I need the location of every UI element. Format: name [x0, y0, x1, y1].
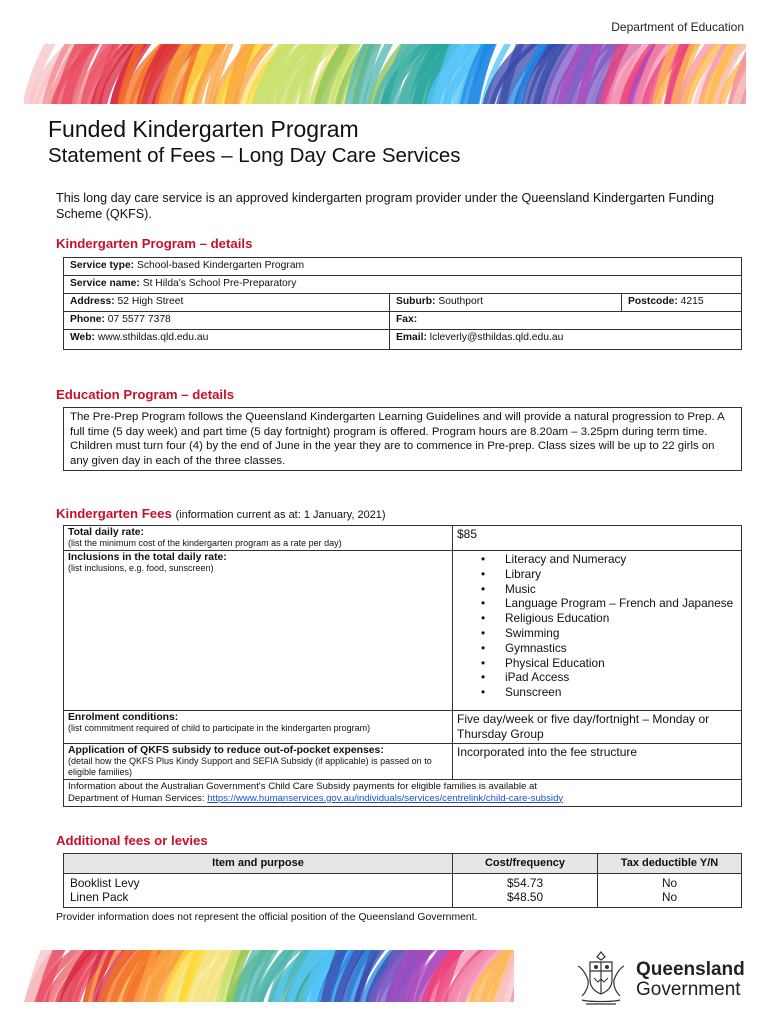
item-cell — [64, 874, 453, 908]
col-cost-header: Cost/frequency — [453, 854, 598, 874]
inclusion-item: • Literacy and Numeracy — [481, 552, 737, 567]
logo-queensland: Queensland — [636, 959, 745, 980]
suburb-label: Suburb: — [396, 296, 436, 307]
ccs-info-link[interactable]: https://www.humanservices.gov.au/individuals/services/centrelink/child-care-subsidy — [207, 792, 564, 804]
subsidy-value: Incorporated into the fee structure — [453, 743, 742, 779]
col-tax-header: Tax deductible Y/N — [598, 854, 742, 874]
inclusion-item: • Religious Education — [481, 611, 737, 626]
inclusion-item: • Swimming — [481, 626, 737, 641]
subsidy-hint: (detail how the QKFS Plus Kindy Support and SEFIA Subsidy (if applicable) is passed on to eligible families) — [68, 755, 432, 777]
kindergarten-details-table — [63, 257, 742, 350]
address-cell — [64, 294, 390, 312]
enrolment-label: Enrolment conditions: — [68, 712, 179, 723]
coat-of-arms-icon — [572, 948, 630, 1008]
footer-rainbow-graphic — [24, 950, 514, 1002]
subsidy-label: Application of QKFS subsidy to reduce out-of-pocket expenses: — [68, 744, 384, 756]
inclusions-cell — [453, 551, 742, 711]
col-item-header: Item and purpose — [64, 854, 453, 874]
postcode-label: Postcode: — [628, 296, 678, 307]
tax-cell — [598, 874, 742, 908]
intro-paragraph: This long day care service is an approved kindergarten program provider under the Queensland Kindergarten Funding Scheme (QKFS). — [56, 191, 715, 221]
suburb-value: Southport — [438, 296, 483, 307]
inclusions-label: Inclusions in the total daily rate: — [68, 552, 227, 563]
fees-table — [63, 525, 742, 807]
service-name-cell — [64, 276, 742, 294]
service-type-cell — [64, 258, 742, 276]
department-label: Department of Education — [611, 20, 744, 34]
suburb-cell — [390, 294, 622, 312]
phone-cell — [64, 312, 390, 330]
education-details-table — [63, 407, 742, 471]
fax-label: Fax: — [396, 314, 418, 325]
inclusion-item: • Physical Education — [481, 656, 737, 671]
email-value: lcleverly@sthildas.qld.edu.au — [429, 332, 564, 343]
inclusion-item: • Language Program – French and Japanese — [481, 596, 737, 611]
cost-row-2: $48.50 — [506, 889, 544, 904]
subsidy-label-cell — [64, 743, 453, 779]
address-value: 52 High Street — [117, 296, 184, 307]
logo-government: Government — [636, 979, 741, 1000]
education-details-heading: Education Program – details — [56, 387, 235, 402]
daily-rate-value: $85 — [453, 526, 742, 551]
ccs-info-prefix: Department of Human Services: — [68, 792, 205, 804]
fees-heading-note: (information current as at: 1 January, 2021) — [175, 509, 386, 521]
daily-rate-label-cell — [64, 526, 453, 551]
service-type-value: School-based Kindergarten Program — [136, 260, 305, 271]
service-name-value: St Hilda's School Pre-Preparatory — [142, 278, 297, 289]
inclusions-label-cell — [64, 551, 453, 711]
cost-row-1: $54.73 — [506, 876, 544, 890]
ccs-info-line2 — [68, 793, 737, 805]
email-label: Email: — [396, 332, 427, 343]
inclusion-item: • Music — [481, 582, 737, 597]
inclusion-item: • Gymnastics — [481, 641, 737, 656]
address-label: Address: — [70, 296, 115, 307]
fees-heading-text: Kindergarten Fees — [56, 506, 172, 521]
footer-rainbow-band — [24, 950, 514, 1002]
page-subtitle: Statement of Fees – Long Day Care Services — [48, 144, 461, 167]
postcode-cell — [622, 294, 742, 312]
web-cell — [64, 330, 390, 350]
education-details-text: The Pre-Prep Program follows the Queensland Kindergarten Learning Guidelines and will provide a natural progression to Prep. A full time (5 day week) and part time (5 day fortnight) program is offered. Program hours are 8.20am – 3.25pm during term time. Children must turn four (4) by the end of June in the year they are to commence in Pre-prep. Class sizes will be up to 22 girls on any given day in each of the three classes. — [64, 408, 742, 471]
web-value: www.sthildas.qld.edu.au — [97, 332, 209, 343]
inclusion-item: • iPad Access — [481, 670, 737, 685]
enrolment-label-cell — [64, 711, 453, 744]
rainbow-banner — [24, 44, 746, 104]
ccs-info-text: Information about the Australian Government's Child Care Subsidy payments for eligible families is available at — [68, 780, 537, 792]
phone-label: Phone: — [70, 314, 105, 325]
fees-heading — [56, 506, 386, 521]
tax-row-2: No — [661, 889, 678, 904]
web-label: Web: — [70, 332, 95, 343]
inclusions-hint: (list inclusions, e.g. food, sunscreen) — [68, 563, 214, 573]
page-title: Funded Kindergarten Program — [48, 116, 359, 142]
item-row-1: Booklist Levy — [70, 876, 140, 890]
inclusion-item: • Library — [481, 567, 737, 582]
enrolment-value: Five day/week or five day/fortnight – Monday or Thursday Group — [453, 711, 742, 744]
ccs-info-cell — [64, 779, 742, 806]
item-row-2: Linen Pack — [70, 889, 129, 904]
rainbow-banner-graphic — [24, 44, 746, 104]
tax-row-1: No — [661, 876, 678, 890]
daily-rate-hint: (list the minimum cost of the kindergarten program as a rate per day) — [68, 538, 342, 548]
cost-cell — [453, 874, 598, 908]
service-name-label: Service name: — [70, 278, 140, 289]
email-cell — [390, 330, 742, 350]
postcode-value: 4215 — [680, 296, 704, 307]
fax-cell — [390, 312, 742, 330]
queensland-government-logo — [572, 948, 748, 1008]
disclaimer-note: Provider information does not represent the official position of the Queensland Government. — [56, 912, 478, 923]
daily-rate-label: Total daily rate: — [68, 527, 145, 538]
phone-value: 07 5577 7378 — [107, 314, 171, 325]
service-type-label: Service type: — [70, 260, 135, 271]
kindergarten-details-heading: Kindergarten Program – details — [56, 236, 253, 251]
additional-fees-heading: Additional fees or levies — [56, 833, 208, 848]
inclusion-item: • Sunscreen — [481, 685, 737, 700]
enrolment-hint: (list commitment required of child to participate in the kindergarten program) — [68, 723, 371, 733]
inclusions-list — [457, 552, 737, 700]
additional-fees-table — [63, 853, 742, 908]
